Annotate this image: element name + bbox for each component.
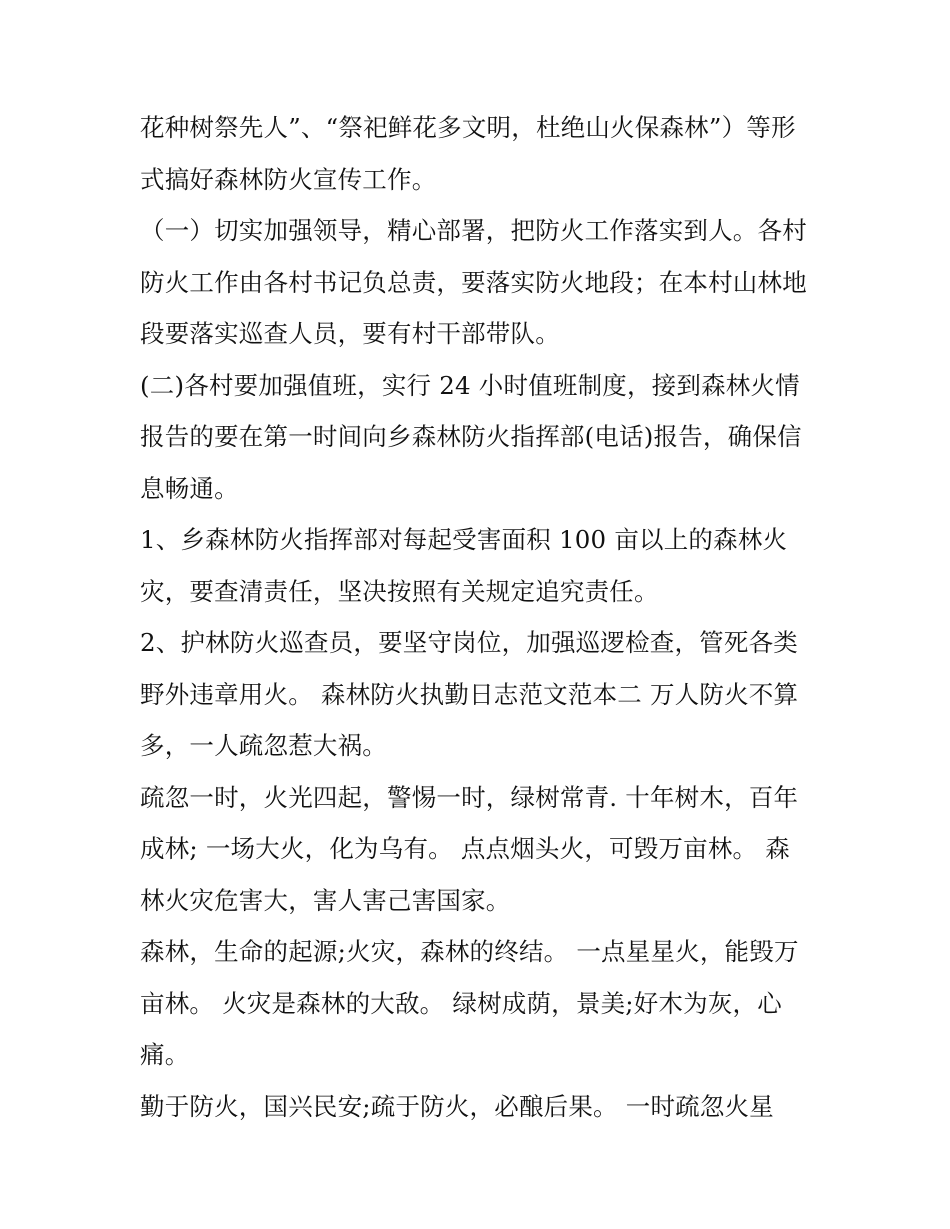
text-line: (二)各村要加强值班，实行 24 小时值班制度，接到森林火情 bbox=[140, 370, 800, 400]
text-line: 2、护林防火巡查员，要坚守岗位，加强巡逻检查，管死各类 bbox=[140, 628, 798, 657]
text-line: 林火灾危害大，害人害己害国家。 bbox=[140, 885, 511, 915]
text-line: 野外违章用火。 森林防火执勤日志范文范本二 万人防火不算 bbox=[140, 679, 799, 709]
text-line: 1、乡森林防火指挥部对每起受害面积 100 亩以上的森林火 bbox=[140, 525, 788, 554]
document-body bbox=[140, 102, 820, 1132]
text-line: 森林，生命的起源;火灾，森林的终结。 一点星星火，能毁万 bbox=[140, 937, 799, 966]
text-line: 段要落实巡查人员，要有村干部带队。 bbox=[140, 319, 560, 348]
text-line: 防火工作由各村书记负总责，要落实防火地段；在本村山林地 bbox=[140, 267, 807, 297]
text-line: 灾，要查清责任，坚决按照有关规定追究责任。 bbox=[140, 576, 659, 606]
text-line: 式搞好森林防火宣传工作。 bbox=[140, 164, 437, 194]
text-line: 花种树祭先人”、“祭祀鲜花多文明，杜绝山火保森林”）等形 bbox=[140, 113, 796, 142]
text-line: （一）切实加强领导，精心部署，把防火工作落实到人。各村 bbox=[140, 216, 807, 245]
text-line: 息畅通。 bbox=[140, 473, 239, 503]
text-line: 疏忽一时，火光四起，警惕一时，绿树常青. 十年树木，百年 bbox=[140, 782, 799, 812]
text-line: 成林; 一场大火，化为乌有。 点点烟头火，可毁万亩林。 森 bbox=[140, 834, 790, 863]
text-line: 亩林。 火灾是森林的大敌。 绿树成荫，景美;好木为灰，心 bbox=[140, 988, 782, 1018]
text-line: 报告的要在第一时间向乡森林防火指挥部(电话)报告，确保信 bbox=[140, 422, 802, 451]
text-line: 勤于防火，国兴民安;疏于防火，必酿后果。 一时疏忽火星 bbox=[140, 1091, 774, 1121]
text-line: 痛。 bbox=[140, 1040, 190, 1069]
text-line: 多，一人疏忽惹大祸。 bbox=[140, 731, 387, 760]
